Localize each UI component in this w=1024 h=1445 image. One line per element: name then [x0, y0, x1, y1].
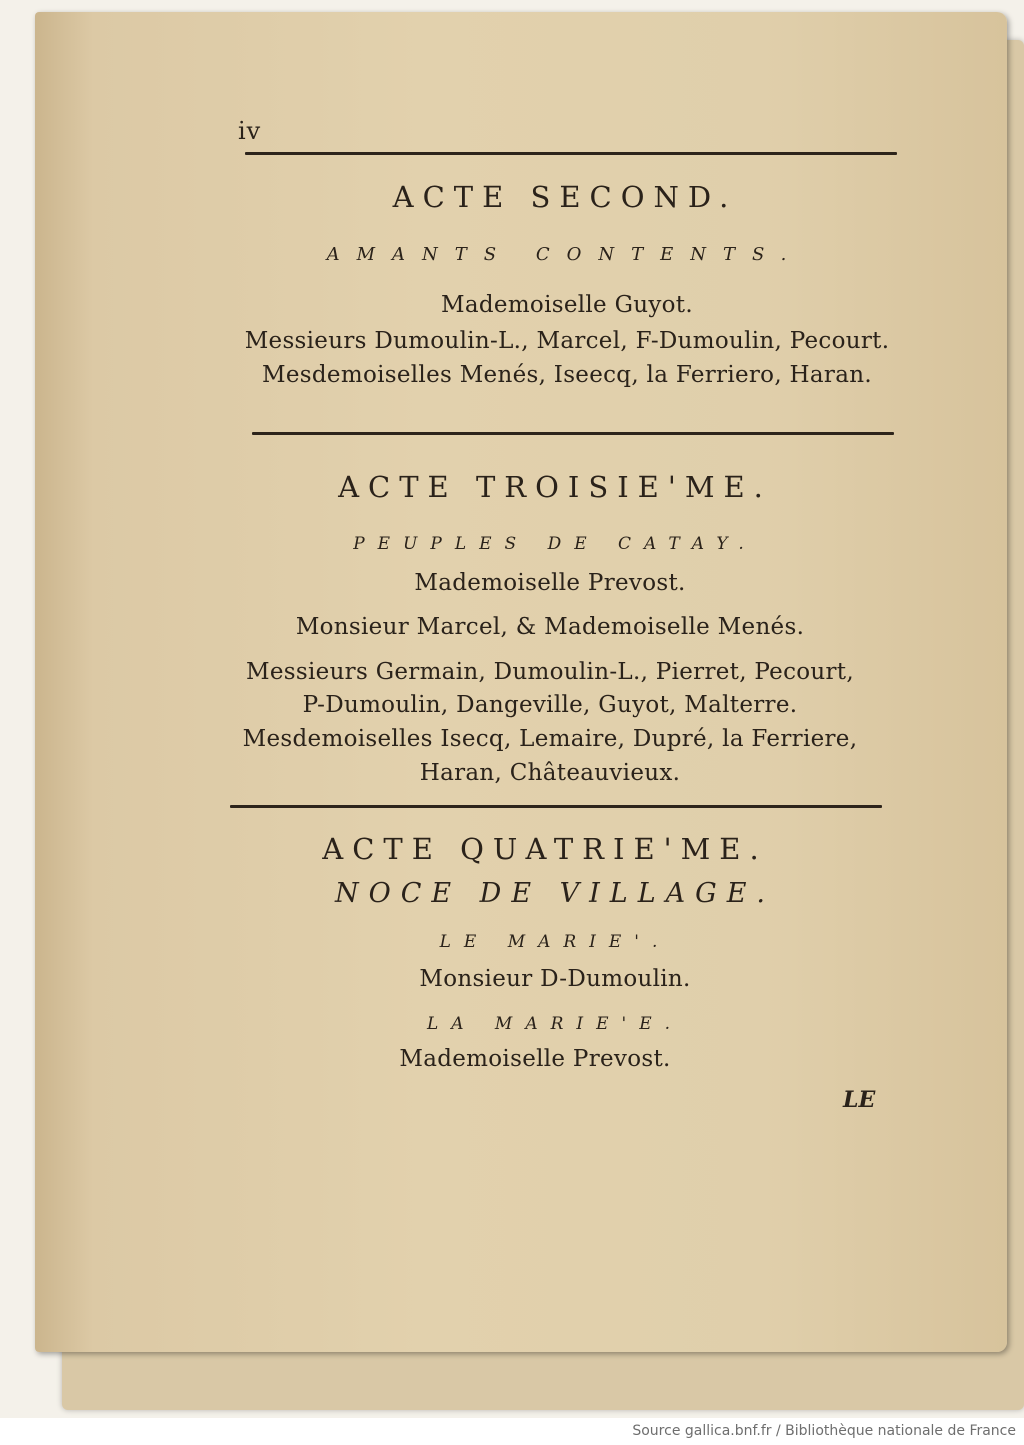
page-number: iv [238, 117, 262, 145]
act-second-title: ACTE SECOND. [392, 180, 738, 214]
book-page [35, 12, 1007, 1352]
act-fourth-subtitle: NOCE DE VILLAGE. [334, 878, 776, 909]
groom-name: Monsieur D-Dumoulin. [419, 966, 691, 992]
act-third-line-3: Messieurs Germain, Dumoulin-L., Pierret, Pecourt, [246, 659, 854, 685]
act-third-line-6: Haran, Châteauvieux. [419, 760, 681, 786]
bride-label: LA MARIE'E. [426, 1014, 684, 1034]
act-third-line-1: Mademoiselle Prevost. [414, 570, 686, 596]
act-third-line-2: Monsieur Marcel, & Mademoiselle Menés. [295, 614, 805, 640]
act-second-line-1: Mademoiselle Guyot. [441, 292, 693, 318]
act-third-title: ACTE TROISIE'ME. [338, 470, 772, 504]
source-footer: Source gallica.bnf.fr / Bibliothèque nationale de France [632, 1423, 1016, 1439]
act-fourth-title: ACTE QUATRIE'ME. [322, 832, 768, 866]
section-rule-2 [230, 805, 882, 808]
top-rule [245, 152, 897, 155]
act-third-subtitle: PEUPLES DE CATAY. [353, 534, 757, 554]
act-second-subtitle: AMANTS CONTENTS. [326, 244, 804, 265]
act-third-line-5: Mesdemoiselles Isecq, Lemaire, Dupré, la Ferriere, [242, 726, 858, 752]
act-third-line-4: P-Dumoulin, Dangeville, Guyot, Malterre. [302, 692, 798, 718]
bride-name: Mademoiselle Prevost. [399, 1046, 671, 1072]
section-rule-1 [252, 432, 894, 435]
act-second-line-2: Messieurs Dumoulin-L., Marcel, F-Dumoulin, Pecourt. [244, 328, 890, 354]
act-second-line-3: Mesdemoiselles Menés, Iseecq, la Ferriero, Haran. [262, 362, 872, 388]
groom-label: LE MARIE'. [439, 932, 671, 952]
catchword: LE [843, 1087, 876, 1113]
